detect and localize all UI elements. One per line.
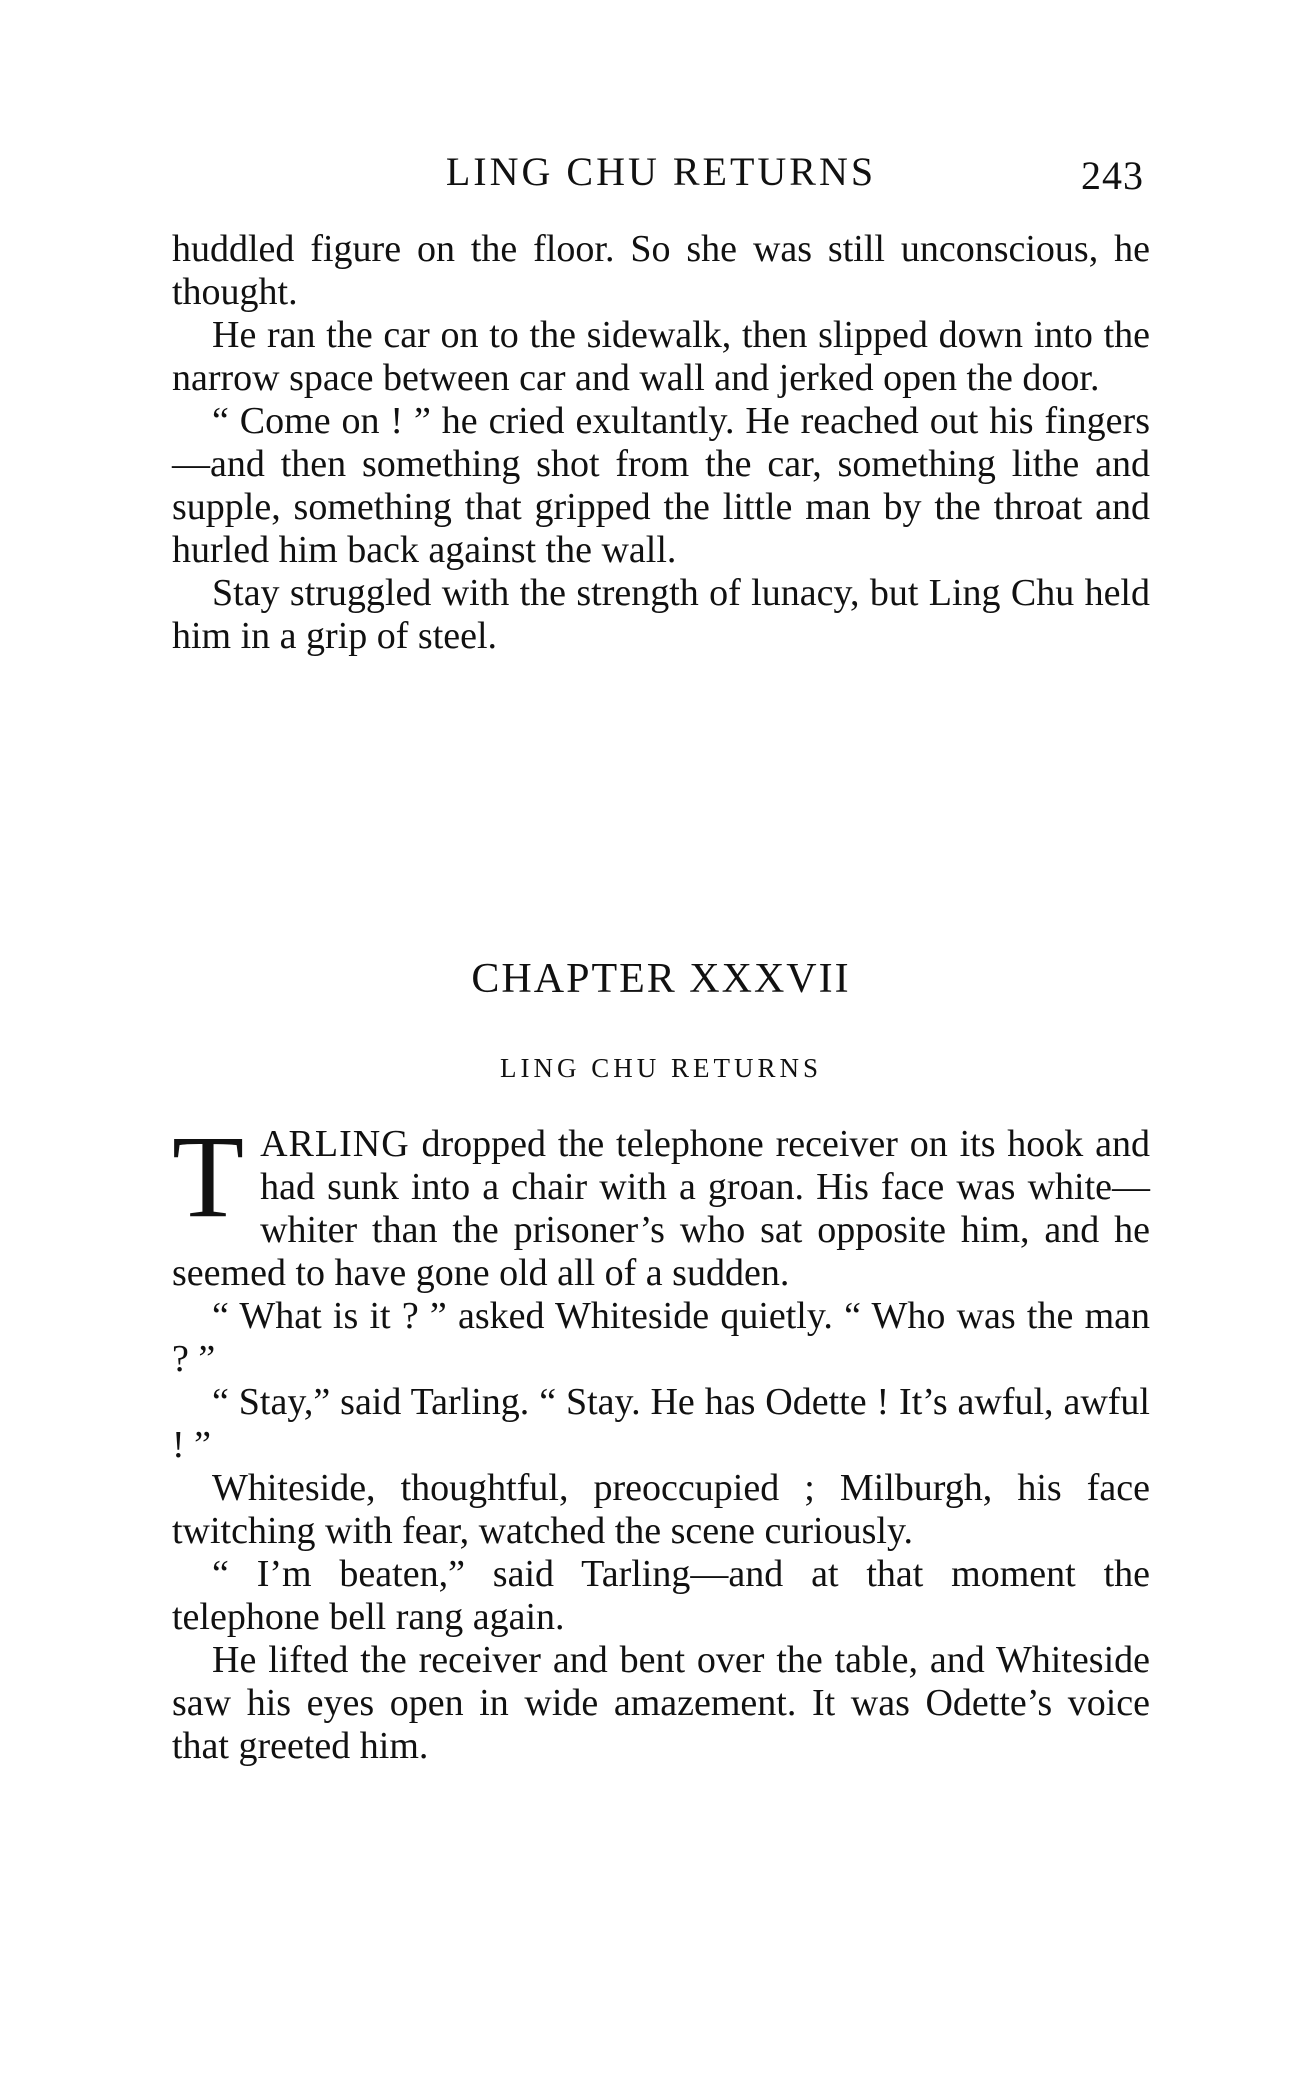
paragraph: “ Stay,” said Tarling. “ Stay. He has Odette ! It’s awful, awful ! ” bbox=[172, 1381, 1150, 1466]
running-header bbox=[172, 148, 1150, 208]
drop-cap: T bbox=[172, 1111, 245, 1242]
paragraph: He lifted the receiver and bent over the table, and Whiteside saw his eyes open in wide amazement. It was Odette’s voice that greeted him. bbox=[172, 1639, 1150, 1767]
paragraph: Whiteside, thoughtful, preoccupied ; Milburgh, his face twitching with fear, watched the scene curiously. bbox=[172, 1467, 1150, 1552]
page-number: 243 bbox=[1081, 153, 1144, 198]
paragraph: He ran the car on to the sidewalk, then slipped down into the narrow space between car and wall and jerked open the door. bbox=[172, 314, 1150, 399]
paragraph: huddled figure on the floor. So she was still unconscious, he thought. bbox=[172, 228, 1150, 313]
section-1-text bbox=[172, 228, 1150, 658]
opening-paragraph bbox=[172, 1111, 1150, 1295]
section-2-text bbox=[172, 1111, 1150, 1768]
running-title: LING CHU RETURNS bbox=[445, 149, 877, 194]
opening-word: ARLING bbox=[260, 1123, 410, 1165]
chapter-subtitle: LING CHU RETURNS bbox=[499, 1053, 822, 1083]
paragraph: “ I’m beaten,” said Tarling—and at that moment the telephone bell rang again. bbox=[172, 1553, 1150, 1638]
paragraph: “ What is it ? ” asked Whiteside quietly. “ Who was the man ? ” bbox=[172, 1295, 1150, 1380]
opening-paragraph-text: dropped the telephone receiver on its hook and had sunk into a chair with a groan. His face was white—whiter than the prisoner’s who sat opposite him, and he seemed to have gone old all of a sudden. bbox=[172, 1123, 1150, 1294]
paragraph: Stay struggled with the strength of lunacy, but Ling Chu held him in a grip of steel. bbox=[172, 572, 1150, 657]
paragraph: “ Come on ! ” he cried exultantly. He reached out his fingers—and then something shot from the car, something lithe and supple, something that gripped the little man by the throat and hurled him back against the wall. bbox=[172, 400, 1150, 571]
chapter-heading: CHAPTER XXXVII bbox=[471, 956, 851, 1002]
